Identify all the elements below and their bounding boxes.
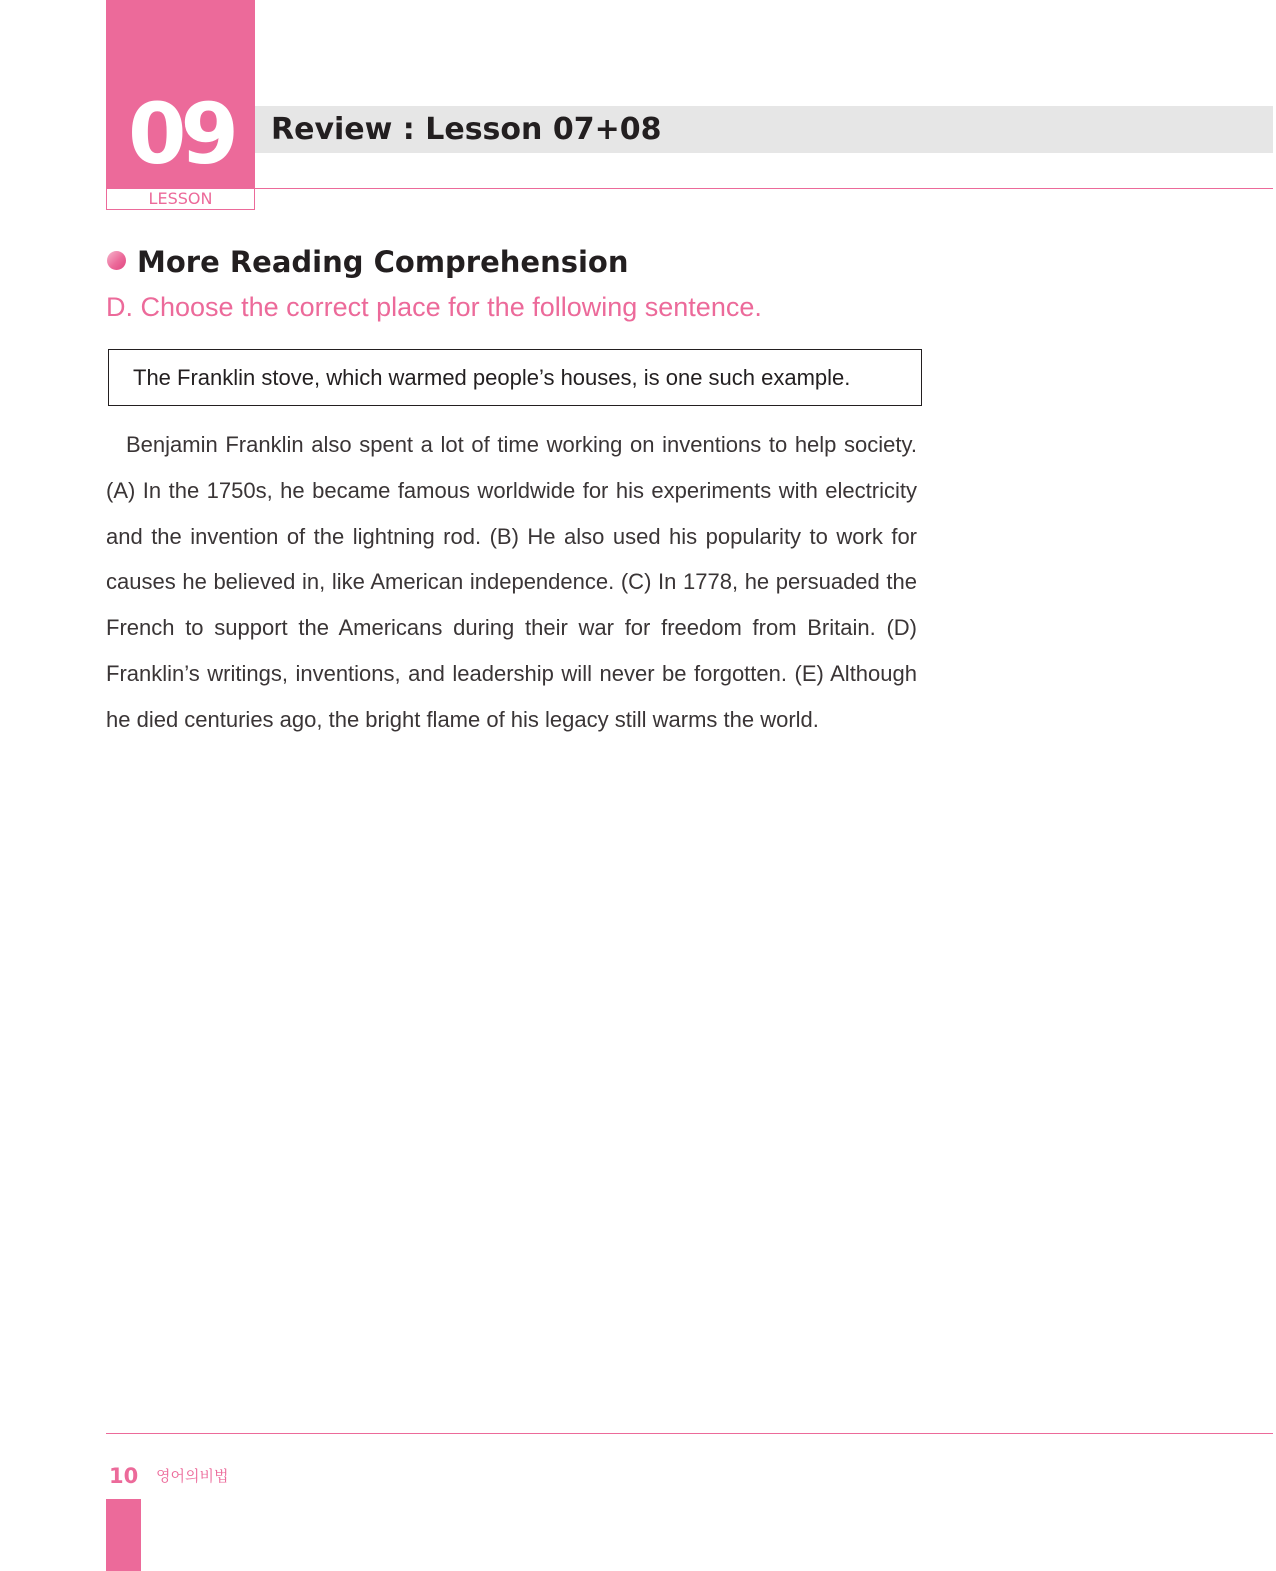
question-instruction: D. Choose the correct place for the following sentence. [106,292,762,322]
reading-passage: Benjamin Franklin also spent a lot of time working on inventions to help society. (A) In the 1750s, he became famous worldwide for his experiments with electricity and the invention of the lightning rod. (B) He also used his popularity to work for causes he believed in, like American independence. (C) In 1778, he persuaded the French to support the Americans during their war for freedom from Britain. (D) Franklin’s writings, inventions, and leadership will never be forgotten. (E) Although he died centuries ago, the bright flame of his legacy still warms the world. [106,432,917,732]
title-bar [255,106,1273,153]
bullet-icon [107,251,126,270]
lesson-number: 09 [128,85,233,183]
section-title: More Reading Comprehension [137,245,629,279]
page-number: 10 [109,1464,139,1488]
given-sentence-box [108,349,922,406]
lesson-badge [106,0,255,189]
page-title: Review : Lesson 07+08 [271,112,662,147]
footer-divider [106,1433,1273,1434]
footer-tab [106,1499,141,1571]
lesson-label: LESSON [106,189,255,210]
book-title: 영어의비법 [156,1467,229,1485]
header-divider [255,188,1273,189]
given-sentence: The Franklin stove, which warmed people’s houses, is one such example. [133,365,851,390]
